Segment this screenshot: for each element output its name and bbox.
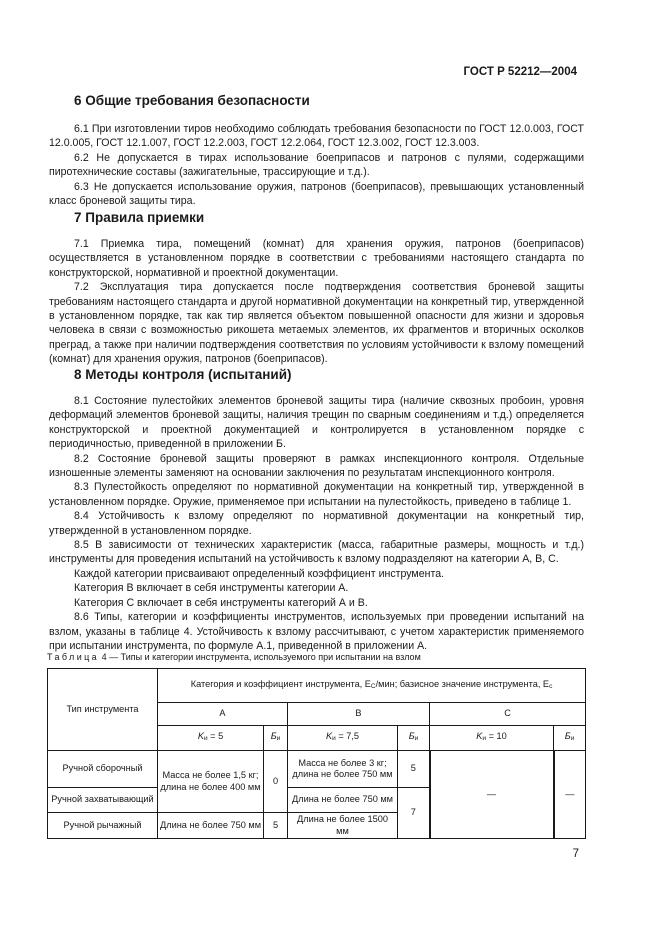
paragraph-8-5-b: Категория В включает в себя инструменты категории А. <box>74 582 349 595</box>
row-1-b-desc: Масса не более 3 кг; длина не более 750 мм <box>288 751 398 788</box>
row-2-b-base: 7 <box>398 788 430 839</box>
row-1-b-base: 5 <box>398 751 430 788</box>
table-caption-text: 4 — Типы и категории инструмента, используемого при испытании на взлом <box>99 652 421 662</box>
row-1-c-desc: — <box>430 751 554 839</box>
header-tool-type: Тип инструмента <box>48 669 158 751</box>
section-6-body <box>49 122 584 208</box>
paragraph-8-6: 8.6 Типы, категории и коэффициенты инструментов, используемых при проведении испытаний на взлом, указаны в таблице 4. Устойчивость к взлому рассчитывают, с учетом характеристик применяемого при испытании инструмента, по формуле А.1, приведенной в приложении А. <box>49 611 584 652</box>
paragraph-7-2: 7.2 Эксплуатация тира допускается после подтверждения соответствия броневой защиты требованиям настоящего стандарта и другой нормативной документации на конкретный тир, утвержденной в установленном порядке, так как тир является объектом повышенной опасности для жизни и здоровья человека в связи с возможностью рикошета метаемых элементов, их фрагментов и вторичных осколков преград, а также при наличии подтверждения соответствия по условиям устойчивости к взлому помещений (комнат) для хранения оружия, патронов (боеприпасов). <box>49 281 584 366</box>
paragraph-8-5-a: Каждой категории присваивают определенный коэффициент инструмента. <box>74 567 445 580</box>
paragraph-8-5: 8.5 В зависимости от технических характеристик (масса, габаритные размеры, мощность и т.д.) инструменты для проведения испытаний на устойчивость к взлому подразделяют на категории А, В, С. <box>49 539 584 566</box>
table-4 <box>47 668 586 839</box>
row-3-a-desc: Длина не более 750 мм <box>158 813 264 839</box>
row-2-b-desc: Длина не более 750 мм <box>288 788 398 813</box>
page-number: 7 <box>572 848 579 860</box>
section-7-body <box>49 237 584 367</box>
table-caption-word: Таблица <box>47 652 100 662</box>
header-coef-a: $K_и = 5$ <box>158 726 264 751</box>
paragraph-8-2: 8.2 Состояние броневой защиты проверяют в рамках инспекционного контроля. Отдельные изношенные элементы заменяют на основании заключения по результатам инспекционного контроля. <box>49 452 584 480</box>
paragraph-8-4: 8.4 Устойчивость к взлому определяют по нормативной документации на конкретный тир, утвержденной в установленном порядке. <box>49 510 584 537</box>
paragraph-6-1: 6.1 При изготовлении тиров необходимо соблюдать требования безопасности по ГОСТ 12.0.003, ГОСТ 12.0.005, ГОСТ 12.1.007, ГОСТ 12.2.003, ГОСТ 12.2.064, ГОСТ 12.3.002, ГОСТ 12.3.003. <box>49 123 584 150</box>
row-1-type: Ручной сборочный <box>48 751 158 788</box>
paragraph-6-2: 6.2 Не допускается в тирах использование боеприпасов и патронов с пулями, содержащими пиротехнические составы (зажигательные, трассирующие и т.д.). <box>49 151 584 179</box>
header-coef-c: $K_и = 10$ <box>430 726 554 751</box>
table-4-caption <box>47 652 421 662</box>
paragraph-8-5-c: Категория С включает в себя инструменты категорий А и В. <box>74 596 368 609</box>
paragraph-7-1: 7.1 Приемка тира, помещений (комнат) для хранения оружия, патронов (боеприпасов) осуществляется в установленном порядке в соответствии с требованиями настоящего стандарта по конструкторской, нормативной и проектной документации. <box>49 238 584 279</box>
header-category-c: С <box>430 703 586 726</box>
header-category-a: А <box>158 703 288 726</box>
row-1-a-base: 0 <box>264 751 288 813</box>
header-coef-b: $K_и = 7,5$ <box>288 726 398 751</box>
row-1-c-base: — <box>554 751 586 839</box>
paragraph-8-3: 8.3 Пулестойкость определяют по нормативной документации на конкретный тир, утвержденной в установленном порядке. Оружие, применяемое при испытании на пулестойкость, приведено в таблице 1. <box>49 481 584 508</box>
header-base-a: $Б_и$ <box>264 726 288 751</box>
header-category-b: В <box>288 703 430 726</box>
row-3-a-base: 5 <box>264 813 288 839</box>
section-8-body <box>49 394 584 653</box>
section-8-title: 8 Методы контроля (испытаний) <box>74 367 292 382</box>
paragraph-6-3: 6.3 Не допускается использование оружия, патронов (боеприпасов), превышающих установленный класс броневой защиты тира. <box>49 180 584 208</box>
row-3-b-desc: Длина не более 1500 мм <box>288 813 398 839</box>
section-6-title: 6 Общие требования безопасности <box>74 93 310 108</box>
paragraph-8-1: 8.1 Состояние пулестойких элементов броневой защиты тира (наличие сквозных пробоин, уровня деформаций элементов броневой защиты, наличия трещин по сварным соединениям и т.д.) определяется конструкторской и проектной документацией и контролируется в установленном порядке с периодичностью, приведенной в приложении Б. <box>49 395 584 451</box>
header-category-coefficient: Категория и коэффициент инструмента, $Е_С$/мин; базисное значение инструмента, $Е_с$ <box>158 669 586 703</box>
header-base-b: $Б_и$ <box>398 726 430 751</box>
row-1-a-desc: Масса не более 1,5 кг; длина не более 400 мм <box>158 751 264 813</box>
row-2-type: Ручной захватывающий <box>48 788 158 813</box>
row-3-type: Ручной рычажный <box>48 813 158 839</box>
section-7-title: 7 Правила приемки <box>74 210 205 225</box>
document-id: ГОСТ Р 52212—2004 <box>463 66 577 78</box>
header-base-c: $Б_и$ <box>554 726 586 751</box>
